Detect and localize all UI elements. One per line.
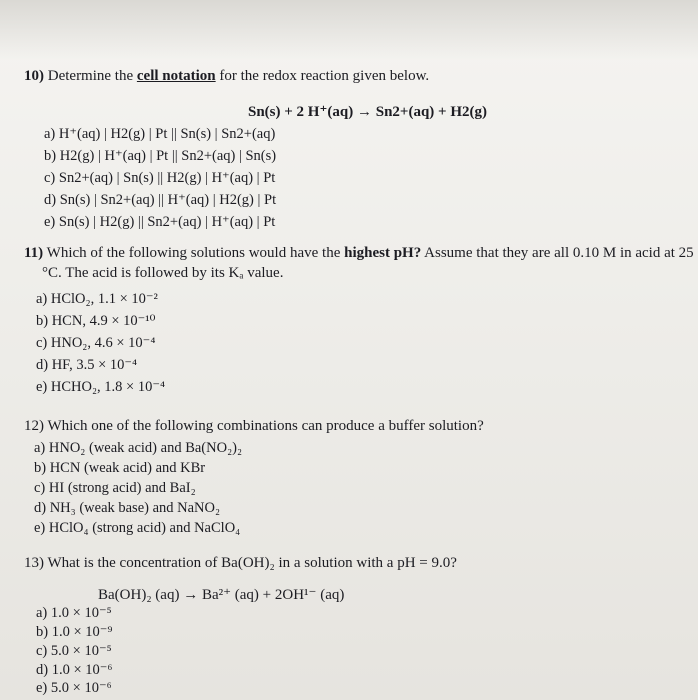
answer-option: d) NH₃ (weak base) and NaNO₂ [34, 500, 221, 516]
page-shadow [0, 0, 698, 60]
answer-option: a) H⁺(aq) | H2(g) | Pt || Sn(s) | Sn2+(aq) [44, 126, 276, 142]
question-text: Determine the [47, 68, 134, 84]
answer-option: b) HCN (weak acid) and KBr [34, 460, 206, 476]
answer-option: c) HNO₂, 4.6 × 10⁻⁴ [36, 335, 156, 351]
answer-option: b) 1.0 × 10⁻⁹ [36, 624, 113, 640]
answer-option: e) Sn(s) | H2(g) || Sn2+(aq) | H⁺(aq) | Pt [44, 214, 276, 230]
question-11-line2: °C. The acid is followed by its Kₐ value. [42, 265, 284, 281]
answer-option: a) HClO₂, 1.1 × 10⁻² [36, 291, 158, 307]
question-10-prompt [24, 68, 429, 85]
answer-option: b) HCN, 4.9 × 10⁻¹⁰ [36, 313, 156, 329]
answer-option: d) 1.0 × 10⁻⁶ [36, 662, 113, 678]
answer-option: e) 5.0 × 10⁻⁶ [36, 680, 112, 696]
answer-option: d) Sn(s) | Sn2+(aq) || H⁺(aq) | H2(g) | Pt [44, 192, 277, 208]
answer-option: c) HI (strong acid) and BaI₂ [34, 480, 196, 496]
question-13-reaction: Ba(OH)₂ (aq) → Ba²⁺ (aq) + 2OH¹⁻ (aq) [98, 587, 345, 603]
question-text: for the redox reaction given below. [219, 68, 430, 84]
question-12-prompt: 12) Which one of the following combinations can produce a buffer solution? [24, 418, 484, 434]
question-10-reaction: Sn(s) + 2 H⁺(aq) → Sn2+(aq) + H2(g) [248, 104, 487, 120]
answer-option: c) 5.0 × 10⁻⁵ [36, 643, 112, 659]
question-11-prompt [24, 245, 694, 262]
answer-option: a) 1.0 × 10⁻⁵ [36, 605, 112, 621]
question-number: 10) [24, 68, 44, 84]
answer-option: e) HCHO₂, 1.8 × 10⁻⁴ [36, 379, 166, 395]
answer-option: d) HF, 3.5 × 10⁻⁴ [36, 357, 138, 373]
question-number: 11) [24, 245, 44, 261]
emphasis-text: cell notation [136, 68, 216, 84]
question-13-prompt: 13) What is the concentration of Ba(OH)₂ in a solution with a pH = 9.0? [24, 555, 457, 571]
question-text: Assume that they are all 0.10 M in acid at 25 [424, 245, 694, 261]
question-text: Which of the following solutions would have the [46, 245, 341, 261]
answer-option: a) HNO₂ (weak acid) and Ba(NO₂)₂ [34, 440, 243, 456]
answer-option: c) Sn2+(aq) | Sn(s) || H2(g) | H⁺(aq) | Pt [44, 170, 276, 186]
answer-option: e) HClO₄ (strong acid) and NaClO₄ [34, 520, 241, 536]
emphasis-text: highest pH? [344, 245, 422, 261]
answer-option: b) H2(g) | H⁺(aq) | Pt || Sn2+(aq) | Sn(s) [44, 148, 277, 164]
